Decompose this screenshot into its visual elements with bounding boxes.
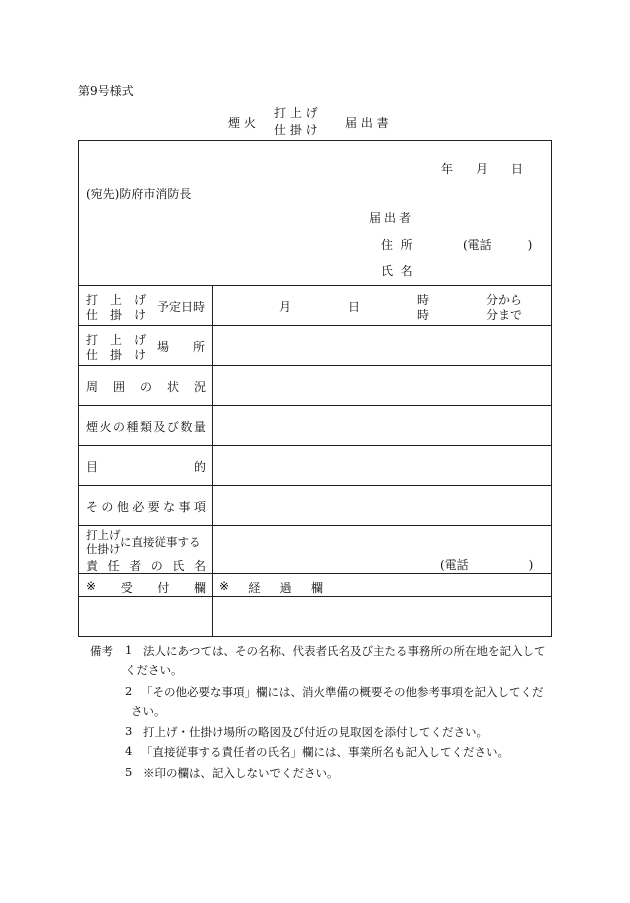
char: ※: [86, 579, 97, 593]
char: 任: [107, 559, 120, 573]
row-other-label: [86, 498, 206, 515]
char: 状: [166, 380, 179, 394]
char: 囲: [112, 380, 125, 394]
note-1-num: 1: [125, 643, 133, 657]
char: 欄: [310, 581, 323, 595]
responsible-upper: 打上げ: [86, 528, 121, 542]
title-upper: 打 上 げ: [274, 106, 318, 120]
progress-label: [219, 579, 323, 596]
responsible-phone: (電話 ): [440, 558, 534, 572]
char: 数: [180, 420, 193, 434]
char: 者: [129, 559, 142, 573]
note-4-num: 4: [125, 744, 133, 758]
char: 目: [86, 460, 99, 474]
notes-heading: 備考: [90, 644, 113, 658]
addressee: (宛先)防府市消防長: [86, 187, 192, 201]
char: ※: [219, 579, 230, 593]
address-label: 住 所: [381, 238, 413, 252]
responsible-name-label: [86, 557, 206, 574]
char: 事: [178, 500, 191, 514]
char: 名: [193, 559, 206, 573]
note-2-num: 2: [125, 684, 133, 698]
date-month: 月: [476, 162, 489, 176]
notifier-label: 届出者: [369, 211, 415, 225]
title-lower: 仕 掛 け: [274, 123, 318, 137]
char: 類: [139, 420, 152, 434]
char: び: [166, 420, 179, 434]
phone-label: (電話 ): [463, 238, 533, 252]
char: 火: [99, 420, 112, 434]
scheduled-hour-end: 時: [417, 308, 430, 322]
date-year: 年: [441, 162, 454, 176]
char: 要: [147, 500, 160, 514]
note-4-line1: 「直接従事する責任者の氏名」欄には、事業所名も記入してください。: [141, 745, 509, 759]
note-1-line1: 法人にあつては、その名称、代表者氏名及び主たる事務所の所在地を記入して: [143, 644, 546, 658]
char: の: [150, 559, 163, 573]
char: の: [101, 500, 114, 514]
title-suffix: 届 出 書: [345, 116, 389, 130]
char: な: [163, 500, 176, 514]
char: 項: [193, 500, 206, 514]
char: 必: [132, 500, 145, 514]
char: 況: [193, 380, 206, 394]
responsible-lower: 仕掛け: [86, 542, 121, 556]
note-5-num: 5: [125, 765, 133, 779]
note-2-line1: 「その他必要な事項」欄には、消火準備の概要その他参考事項を記入してくだ: [141, 685, 544, 699]
char: 的: [193, 460, 206, 474]
note-2-line2: さい。: [131, 704, 166, 718]
char: 付: [157, 581, 170, 595]
scheduled-min-from: 分から: [486, 293, 523, 307]
char: 及: [153, 420, 166, 434]
char: 量: [193, 420, 206, 434]
char: 過: [279, 581, 292, 595]
char: 他: [116, 500, 129, 514]
char: の: [139, 380, 152, 394]
scheduled-label-lower: 仕 掛 け: [86, 308, 147, 322]
scheduled-label-upper: 打 上 げ: [86, 293, 147, 307]
note-3-line1: 打上げ・仕掛け場所の略図及び付近の見取図を添付してください。: [143, 725, 488, 739]
location-label-tail: 場 所: [157, 340, 206, 354]
char: 種: [126, 420, 139, 434]
scheduled-month: 月: [279, 300, 292, 314]
row-fireworks-label: [86, 418, 206, 435]
location-label-upper: 打 上 げ: [86, 333, 147, 347]
note-1-line2: ください。: [125, 663, 183, 677]
char: 経: [248, 581, 261, 595]
char: そ: [86, 500, 99, 514]
char: 周: [86, 380, 99, 394]
char: 氏: [172, 559, 185, 573]
note-5-line1: ※印の欄は、記入しないでください。: [143, 766, 339, 780]
row-surroundings-label: [86, 378, 206, 395]
scheduled-hour-start: 時: [417, 293, 430, 307]
reception-label: [86, 579, 206, 596]
scheduled-min-to: 分まで: [486, 308, 523, 322]
char: 煙: [86, 420, 99, 434]
note-3-num: 3: [125, 724, 133, 738]
char: の: [112, 420, 125, 434]
scheduled-day: 日: [348, 300, 361, 314]
form-number: 第9号様式: [78, 84, 134, 98]
title-prefix: 煙 火: [228, 116, 256, 130]
char: 責: [86, 559, 99, 573]
row-purpose-label: [86, 458, 206, 475]
char: 欄: [193, 581, 206, 595]
location-label-lower: 仕 掛 け: [86, 348, 147, 362]
responsible-tail: に直接従事する: [120, 535, 201, 549]
date-day: 日: [511, 162, 524, 176]
scheduled-label-tail: 予定日時: [157, 300, 206, 314]
name-label: 氏 名: [381, 264, 413, 278]
char: 受: [120, 581, 133, 595]
